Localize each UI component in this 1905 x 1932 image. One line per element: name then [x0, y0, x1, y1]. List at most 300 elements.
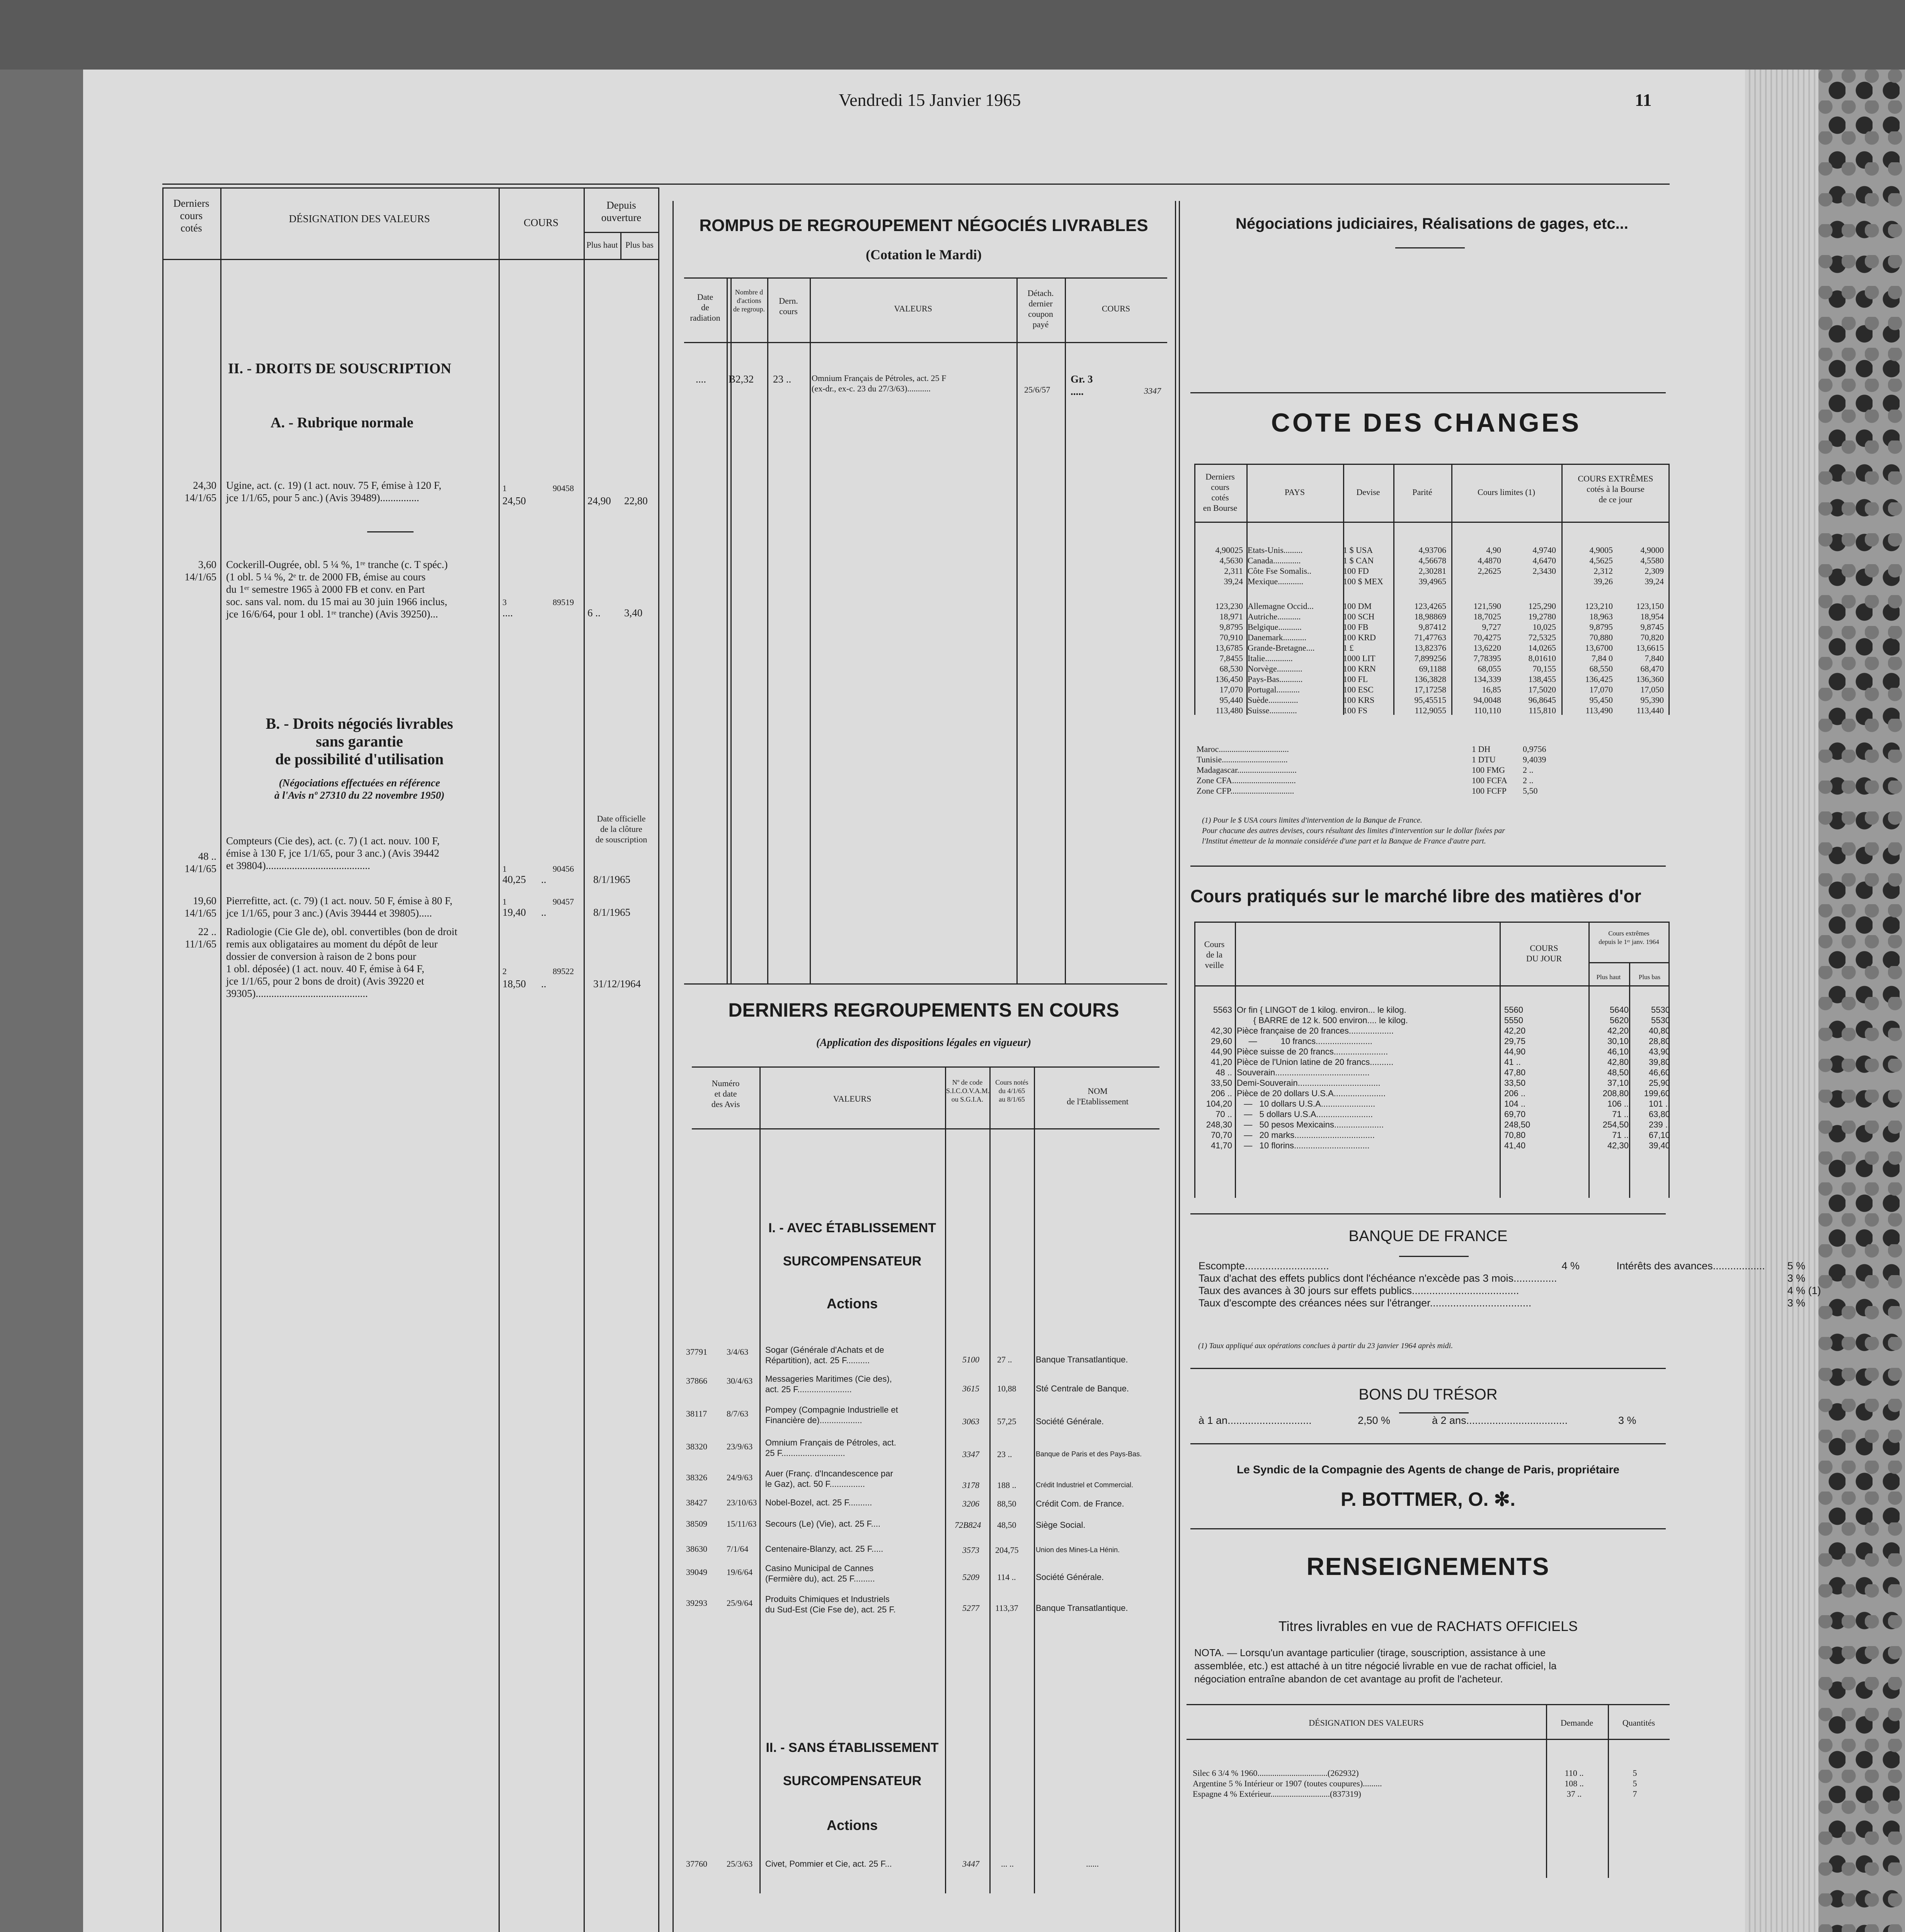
- table-cell: 41,20: [1210, 1057, 1232, 1067]
- table-cell: 13,6615: [1636, 643, 1664, 653]
- rompus-col-valeurs: VALEURS: [894, 304, 932, 313]
- row-cours: 57,25: [997, 1417, 1016, 1426]
- row-cours: 114 ..: [997, 1572, 1016, 1582]
- row-valeur: Casino Municipal de Cannes (Fermière du), act. 25 F.........: [765, 1563, 875, 1583]
- row-avis: 39293: [686, 1598, 707, 1608]
- table-cell: 96,8645: [1528, 695, 1556, 705]
- banque-de-france-note: (1) Taux appliqué aux opérations conclues à partir du 23 janvier 1964 après midi.: [1198, 1342, 1453, 1350]
- table-cell: Argentine 5 % Intérieur or 1907 (toutes coupures).........: [1193, 1779, 1382, 1788]
- table-row: [1195, 1099, 1672, 1109]
- table-cell: 13,6700: [1585, 643, 1613, 653]
- table-cell: 104,20: [1206, 1099, 1232, 1109]
- table-cell: 42,80: [1607, 1057, 1629, 1067]
- row-valeur: Nobel-Bozel, act. 25 F..........: [765, 1498, 872, 1507]
- changes-col-devise: Devise: [1356, 487, 1380, 497]
- row-b1-haut: ..: [541, 874, 546, 885]
- table-cell: 72,5325: [1528, 633, 1556, 642]
- table-cell: 25,90: [1648, 1078, 1670, 1088]
- table-cell: 9,8795: [1589, 622, 1613, 632]
- renseignements-subtitle: Titres livrables en vue de RACHATS OFFICIELS: [1278, 1618, 1578, 1634]
- row-valeur: Messageries Maritimes (Cie des), act. 25 F.......................: [765, 1374, 892, 1394]
- table-cell: 5560: [1504, 1005, 1523, 1015]
- table-row: [1195, 1078, 1672, 1088]
- table-cell: Espagne 4 % Extérieur............................(837319): [1193, 1789, 1361, 1799]
- table-cell: 95,390: [1640, 695, 1664, 705]
- table-cell: Pièce française de 20 frances...................: [1237, 1026, 1394, 1036]
- table-cell: 2 ..: [1523, 765, 1534, 775]
- row-code: 3615: [962, 1384, 979, 1393]
- table-cell: 248,30: [1206, 1120, 1232, 1129]
- table-cell: 39,24: [1224, 577, 1243, 586]
- row-avis: 38320: [686, 1442, 707, 1451]
- table-cell: Mexique............: [1248, 577, 1304, 586]
- table-cell: 100 $ MEX: [1343, 577, 1383, 586]
- table-cell: 33,50: [1504, 1078, 1526, 1088]
- row-etab: Société Générale.: [1036, 1572, 1104, 1582]
- table-row: [1195, 1140, 1672, 1151]
- table-cell: Maroc.................................: [1197, 744, 1289, 754]
- table-cell: 100 KRD: [1343, 633, 1376, 642]
- row-a2-haut: 6 ..: [587, 607, 601, 619]
- table-cell: 17,050: [1640, 685, 1664, 694]
- table-cell: 100 KRN: [1343, 664, 1376, 673]
- table-cell: 4,56678: [1418, 556, 1446, 565]
- table-cell: 100 FMG: [1472, 765, 1505, 775]
- rule: [1194, 922, 1670, 923]
- table-row: [1195, 1067, 1672, 1078]
- rompus-row-date: ....: [696, 373, 706, 385]
- row-code: 5209: [962, 1572, 979, 1582]
- changes-col-pays: PAYS: [1284, 487, 1305, 497]
- table-cell: 17,17258: [1414, 685, 1446, 694]
- row-cours: 113,37: [995, 1603, 1018, 1613]
- table-row: [1194, 601, 1666, 611]
- table-cell: 113,440: [1636, 706, 1664, 715]
- table-cell: 4,93706: [1418, 545, 1446, 555]
- table-cell: 17,5020: [1528, 685, 1556, 694]
- row-valeur: Pompey (Compagnie Industrielle et Financière de)..................: [765, 1405, 898, 1425]
- rule: [727, 277, 728, 985]
- rompus-title: ROMPUS DE REGROUPEMENT NÉGOCIÉS LIVRABLES: [699, 216, 1148, 235]
- table-cell: 4,90: [1486, 545, 1501, 555]
- table-cell: [1559, 1297, 1614, 1309]
- rompus-row-valeur: Omnium Français de Pétroles, act. 25 F (ex-dr., ex-c. 23 du 27/3/63)...........: [812, 373, 947, 393]
- syndic-line: Le Syndic de la Compagnie des Agents de change de Paris, propriétaire: [1236, 1464, 1620, 1476]
- table-cell: 1 $ CAN: [1343, 556, 1374, 565]
- page-number: 11: [1635, 90, 1652, 110]
- table-row: [1195, 1119, 1672, 1130]
- table-cell: 9,8795: [1219, 622, 1243, 632]
- section-b-title: B. - Droits négociés livrables sans garantie de possibilité d'utilisation: [266, 715, 453, 768]
- table-row: [1195, 1036, 1672, 1046]
- renseignements-table: [1190, 1768, 1664, 1799]
- derniers-regroupements-subtitle: (Application des dispositions légales en vigueur): [816, 1037, 1032, 1049]
- row-date: 30/4/63: [727, 1376, 753, 1386]
- row-a2-avis: 89519: [553, 597, 574, 607]
- table-cell: 5: [1633, 1779, 1637, 1788]
- rule: [759, 1066, 761, 1893]
- row-a1-text: Ugine, act. (c. 19) (1 act. nouv. 75 F, émise à 120 F, jce 1/1/65, pour 5 anc.) (Avis 39489)...............: [226, 480, 442, 503]
- row-etab: Crédit Com. de France.: [1036, 1499, 1124, 1509]
- row-b3-text: Radiologie (Cie Gle de), obl. convertibles (bon de droit remis aux obligataires au moment du dépôt de leur dossier de conversion à raison de 2 bons pour 1 obl. déposée) (1 act. nouv. 40 F, émise à 64 F, jce 1/1/65, pour 2 bons de droit) (Avis 39220 et 39305)...........................................: [226, 926, 458, 999]
- table-cell: 5640: [1610, 1005, 1629, 1015]
- row-b1-bas: 8/1/1965: [593, 874, 631, 885]
- bons-du-tresor-title: BONS DU TRÉSOR: [1359, 1386, 1498, 1403]
- rule: [684, 277, 1167, 279]
- table-cell: 1 DTU: [1472, 755, 1496, 764]
- table-cell: 42,30: [1210, 1026, 1232, 1036]
- table-row: [1194, 622, 1666, 632]
- table-cell: 42,20: [1607, 1026, 1629, 1036]
- regroup-col-code: Nº de code S.I.C.O.V.A.M. ou S.G.I.A.: [946, 1078, 990, 1103]
- table-cell: 5: [1633, 1768, 1637, 1778]
- table-cell: 48 ..: [1216, 1068, 1232, 1077]
- table-cell: 9,8745: [1640, 622, 1664, 632]
- table-cell: 4 % (1): [1787, 1285, 1821, 1296]
- row-etab: Sté Centrale de Banque.: [1036, 1384, 1129, 1393]
- section-b-note: (Négociations effectuées en référence à l'Avis nº 27310 du 22 novembre 1950): [274, 777, 445, 801]
- table-row: [1194, 555, 1666, 566]
- table-cell: 100 SCH: [1343, 612, 1375, 621]
- changes-table-3: [1194, 744, 1622, 796]
- table-cell: Norvège............: [1248, 664, 1302, 673]
- table-cell: 5620: [1610, 1015, 1629, 1025]
- row-b2-dern: 19,60 14/1/65: [184, 895, 216, 919]
- table-row: [1194, 663, 1666, 674]
- changes-col-parite: Parité: [1412, 487, 1432, 497]
- table-cell: 14,0265: [1528, 643, 1556, 653]
- rule: [1190, 1443, 1666, 1444]
- row-a1-cours: 24,50: [502, 495, 526, 507]
- col-plus-haut-header: Plus haut: [586, 240, 618, 250]
- table-cell: 70,910: [1219, 633, 1243, 642]
- table-cell: 248,50: [1504, 1120, 1530, 1129]
- table-cell: 254,50: [1602, 1120, 1629, 1129]
- row-a2-code: 3: [502, 597, 507, 607]
- rompus-row-code: 3347: [1144, 386, 1161, 396]
- row-etab: Siège Social.: [1036, 1520, 1086, 1530]
- table-cell: 100 DM: [1343, 601, 1372, 611]
- table-row: [1194, 653, 1666, 663]
- table-cell: 46,10: [1607, 1047, 1629, 1056]
- table-cell: — 5 dollars U.S.A........................: [1237, 1109, 1373, 1119]
- table-cell: 37 ..: [1566, 1789, 1582, 1799]
- rompus-row-detach: 25/6/57: [1024, 385, 1050, 395]
- regroup-col-numero: Numéro et date des Avis: [711, 1078, 740, 1109]
- table-cell: Autriche...........: [1248, 612, 1301, 621]
- section-ii-title: II. - DROITS DE SOUSCRIPTION: [228, 361, 451, 377]
- table-cell: 100 FCFP: [1472, 786, 1507, 796]
- row-date: 3/4/63: [727, 1347, 749, 1357]
- row-etab: Banque de Paris et des Pays-Bas.: [1036, 1450, 1142, 1458]
- or-title: Cours pratiqués sur le marché libre des matières d'or: [1190, 886, 1641, 906]
- regroup-col-valeurs: VALEURS: [833, 1094, 872, 1104]
- table-cell: 7: [1633, 1789, 1637, 1799]
- table-row: [1194, 786, 1622, 796]
- table-cell: 2,312: [1593, 566, 1613, 576]
- row-a1-avis: 90458: [553, 483, 574, 493]
- table-cell: 67,10: [1648, 1130, 1670, 1140]
- table-cell: 7,84 0: [1592, 653, 1613, 663]
- table-row: [1194, 775, 1622, 786]
- table-cell: Taux des avances à 30 jours sur effets publics.....................................: [1198, 1285, 1519, 1296]
- row2-code: 3447: [962, 1859, 979, 1869]
- table-cell: Demi-Souverain...................................: [1237, 1078, 1381, 1088]
- table-cell: 136,360: [1636, 674, 1664, 684]
- table-cell: 106 ..: [1607, 1099, 1629, 1109]
- table-cell: Canada.............: [1248, 556, 1301, 565]
- changes-col-limites: Cours limites (1): [1477, 487, 1536, 497]
- row-a1-haut: 24,90: [587, 495, 611, 507]
- table-cell: 100 ESC: [1343, 685, 1374, 694]
- table-cell: 18,963: [1589, 612, 1613, 621]
- table-row: [1194, 695, 1666, 705]
- column-rule: [1179, 201, 1180, 1932]
- row-a2-text: Cockerill-Ougrée, obl. 5 ¼ %, 1ʳᵉ tranche (c. T spéc.) (1 obl. 5 ¼ %, 2ᵉ tr. de 2000 FB, émise au cours du 1ᵉʳ semestre 1965 à 2000 FB et conv. en Part soc. sans val. nom. du 15 mai au 30 juin 1966 inclus, jce 16/6/64, pour 1 obl. 1ʳᵉ tranche) (Avis 39250)...: [226, 559, 448, 620]
- row-valeur: Secours (Le) (Vie), act. 25 F....: [765, 1519, 880, 1529]
- row-date: 15/11/63: [727, 1519, 757, 1529]
- table-cell: Or fin { LINGOT de 1 kilog. environ... le kilog.: [1237, 1005, 1406, 1015]
- table-cell: 41 ..: [1504, 1057, 1521, 1067]
- separator: [1399, 1256, 1469, 1257]
- syndic-name: P. BOTTMER, O. ✻.: [1340, 1488, 1516, 1510]
- changes-table-2: [1194, 601, 1666, 716]
- row-avis: 39049: [686, 1567, 707, 1577]
- row-avis: 37791: [686, 1347, 707, 1357]
- rule: [1190, 1213, 1666, 1214]
- table-cell: 71 ..: [1612, 1109, 1629, 1119]
- rule: [1668, 464, 1670, 715]
- table-cell: [1559, 1272, 1614, 1284]
- row-code: 3206: [962, 1499, 979, 1509]
- table-cell: 40,80: [1648, 1026, 1670, 1036]
- row-b2-text: Pierrefitte, act. (c. 79) (1 act. nouv. 50 F, émise à 80 F, jce 1/1/65, pour 3 anc.) (Avis 39444 et 39805).....: [226, 895, 453, 919]
- row-b3-code: 2: [502, 966, 507, 976]
- table-cell: 39,26: [1593, 577, 1613, 586]
- rompus-subtitle: (Cotation le Mardi): [866, 247, 982, 262]
- table-cell: 47,80: [1504, 1068, 1526, 1077]
- table-cell: 123,230: [1215, 601, 1243, 611]
- table-cell: 33,50: [1210, 1078, 1232, 1088]
- table-cell: 94,0048: [1473, 695, 1501, 705]
- table-cell: 95,440: [1219, 695, 1243, 705]
- row-avis: 38117: [686, 1409, 707, 1418]
- table-cell: 44,90: [1504, 1047, 1526, 1056]
- table-cell: 3 %: [1787, 1297, 1806, 1309]
- row-b3-avis: 89522: [553, 966, 574, 976]
- changes-table-1: [1194, 545, 1666, 587]
- table-cell: 9,4039: [1523, 755, 1546, 764]
- col-cours-header: COURS: [523, 217, 559, 228]
- table-row: [1190, 1778, 1664, 1789]
- table-cell: 4,9740: [1532, 545, 1556, 555]
- col-designation-header: DÉSIGNATION DES VALEURS: [289, 213, 430, 224]
- rompus-col-cours: COURS: [1101, 304, 1130, 313]
- table-cell: Taux d'achat des effets publics dont l'échéance n'excède pas 3 mois...............: [1198, 1272, 1557, 1284]
- row-cours: 23 ..: [997, 1449, 1012, 1459]
- row-b3-dern: 22 .. 11/1/65: [185, 926, 216, 950]
- or-col-plus-bas: Plus bas: [1638, 973, 1661, 981]
- table-cell: Belgique...........: [1248, 622, 1302, 632]
- changes-note: (1) Pour le $ USA cours limites d'intervention de la Banque de France. Pour chacune des autres devises, cours résultant des limites d'intervention sur le dollar fixées par l'Institut émetteur de la monnaie considérée d'une part et la Banque de France d'autre part.: [1202, 816, 1505, 845]
- table-cell: 5563: [1213, 1005, 1232, 1015]
- row-b1-code: 1: [502, 864, 507, 874]
- row-date: 8/7/63: [727, 1409, 749, 1418]
- row-b3-bas: 31/12/1964: [593, 978, 641, 990]
- table-cell: 206 ..: [1504, 1088, 1526, 1098]
- table-cell: 69,1188: [1419, 664, 1446, 673]
- table-cell: [1614, 1284, 1785, 1297]
- rule: [1034, 1066, 1035, 1893]
- table-row: [1195, 1130, 1672, 1140]
- row-a1-code: 1: [502, 483, 507, 493]
- rompus-col-detach: Détach. dernier coupon payé: [1027, 288, 1054, 329]
- table-cell: 37,10: [1607, 1078, 1629, 1088]
- table-cell: 42,30: [1607, 1141, 1629, 1150]
- table-cell: 110 ..: [1565, 1768, 1584, 1778]
- table-cell: 39,24: [1645, 577, 1664, 586]
- table-cell: 2,309: [1645, 566, 1664, 576]
- table-cell: [1449, 576, 1503, 587]
- table-cell: 136,425: [1585, 674, 1613, 684]
- row2-cours: ... ..: [1001, 1859, 1014, 1869]
- table-row: [1194, 765, 1622, 775]
- row-valeur: Sogar (Générale d'Achats et de Répartition), act. 25 F..........: [765, 1345, 884, 1365]
- table-row: [1194, 643, 1666, 653]
- row-etab: Banque Transatlantique.: [1036, 1355, 1128, 1364]
- table-row: [1194, 744, 1622, 754]
- table-row: [1196, 1414, 1667, 1427]
- table-row: [1194, 576, 1666, 587]
- row-b3-haut: ..: [541, 978, 546, 990]
- table-cell: 70,70: [1210, 1130, 1232, 1140]
- table-cell: 239 ..: [1648, 1120, 1670, 1129]
- or-col-extremes: Cours extrêmes depuis le 1ᵉʳ janv. 1964: [1599, 930, 1659, 946]
- table-cell: 100 FB: [1343, 622, 1369, 632]
- top-rule: [162, 184, 1670, 185]
- table-cell: 39,80: [1648, 1057, 1670, 1067]
- row-avis: 38427: [686, 1498, 707, 1507]
- row-avis: 38509: [686, 1519, 707, 1529]
- table-cell: 7,899256: [1414, 653, 1446, 663]
- table-cell: 5530: [1651, 1015, 1670, 1025]
- table-cell: 199,60: [1644, 1088, 1670, 1098]
- rule: [684, 983, 1167, 985]
- table-cell: 17,070: [1589, 685, 1613, 694]
- table-cell: 113,490: [1585, 706, 1613, 715]
- left-column-frame: [162, 187, 659, 1932]
- rule: [945, 1066, 946, 1893]
- table-cell: 125,290: [1528, 601, 1556, 611]
- table-cell: 39,40: [1648, 1141, 1670, 1150]
- table-row: [1194, 566, 1666, 576]
- row-b1-cours: 40,25: [502, 874, 526, 885]
- row-date: 23/9/63: [727, 1442, 753, 1451]
- rens-col-demande: Demande: [1560, 1718, 1593, 1728]
- row-avis: 38630: [686, 1544, 707, 1554]
- table-cell: — 10 florins................................: [1237, 1141, 1370, 1150]
- table-cell: 4,90025: [1215, 545, 1243, 555]
- rens-col-designation: DÉSIGNATION DES VALEURS: [1309, 1718, 1424, 1728]
- table-cell: 123,4265: [1414, 601, 1446, 611]
- table-cell: 100 FCFA: [1472, 776, 1507, 785]
- table-cell: 95,45515: [1414, 695, 1446, 705]
- table-row: [1194, 545, 1666, 555]
- table-cell: 5530: [1651, 1005, 1670, 1015]
- separator: [1395, 247, 1465, 248]
- table-cell: — 20 marks..................................: [1237, 1130, 1375, 1140]
- table-cell: Tunisie...............................: [1197, 755, 1288, 764]
- row-cours: 88,50: [997, 1499, 1016, 1509]
- table-cell: 70,155: [1532, 664, 1556, 673]
- row2-etab: ......: [1086, 1859, 1099, 1869]
- table-cell: 41,70: [1210, 1141, 1232, 1150]
- table-row: [1194, 674, 1666, 684]
- table-cell: 70 ..: [1216, 1109, 1232, 1119]
- marbled-cover: [1818, 70, 1905, 1932]
- table-cell: 68,055: [1478, 664, 1501, 673]
- renseignements-nota: NOTA. — Lorsqu'un avantage particulier (tirage, souscription, assistance à une assemblée, etc.) est attaché à un titre négocié livrable en vue de rachat officiel, la négociation entraîne abandon de cet avantage au profit de l'acheteur.: [1194, 1647, 1557, 1685]
- table-cell: 28,80: [1648, 1036, 1670, 1046]
- table-cell: 5 %: [1787, 1260, 1806, 1272]
- table-cell: 7,8455: [1219, 653, 1243, 663]
- table-cell: { BARRE de 12 k. 500 environ.... le kilog.: [1237, 1015, 1408, 1025]
- table-cell: 13,6785: [1215, 643, 1243, 653]
- table-cell: 138,455: [1528, 674, 1556, 684]
- table-row: [1195, 1005, 1672, 1015]
- table-cell: 108 ..: [1565, 1779, 1584, 1788]
- row-code: 72B824: [955, 1520, 981, 1530]
- or-col-jour: COURS DU JOUR: [1526, 943, 1562, 963]
- table-row: [1190, 1789, 1664, 1799]
- row-etab: Crédit Industriel et Commercial.: [1036, 1481, 1134, 1489]
- table-cell: 2,3430: [1532, 566, 1556, 576]
- table-cell: 2,2625: [1478, 566, 1501, 576]
- table-cell: 9,87412: [1418, 622, 1446, 632]
- regroup-col-nom: NOM de l'Etablissement: [1067, 1086, 1129, 1106]
- rule: [1194, 522, 1670, 523]
- separator: [367, 531, 414, 532]
- row-etab: Banque Transatlantique.: [1036, 1603, 1128, 1613]
- row-b2-avis: 90457: [553, 897, 574, 906]
- row-cours: 188 ..: [997, 1480, 1016, 1490]
- table-cell: 7,78395: [1473, 653, 1501, 663]
- table-cell: 4,9005: [1589, 545, 1613, 555]
- table-cell: 70,820: [1640, 633, 1664, 642]
- table-cell: 206 ..: [1210, 1088, 1232, 1098]
- table-row: [1196, 1284, 1848, 1297]
- table-cell: Suisse.............: [1248, 706, 1297, 715]
- row-cours: 10,88: [997, 1384, 1016, 1393]
- row-cours: 204,75: [995, 1545, 1019, 1555]
- cote-des-changes-title: COTE DES CHANGES: [1271, 408, 1582, 437]
- table-cell: 69,70: [1504, 1109, 1526, 1119]
- table-row: [1196, 1260, 1848, 1272]
- regroup-actions-2: Actions: [826, 1817, 878, 1833]
- table-cell: — 10 francs........................: [1237, 1036, 1372, 1046]
- table-cell: 8,01610: [1528, 653, 1556, 663]
- table-cell: 113,480: [1216, 706, 1243, 715]
- table-cell: 18,954: [1640, 612, 1664, 621]
- table-cell: 1 DH: [1472, 744, 1491, 754]
- date-cloture-note: Date officielle de la clôture de souscription: [595, 814, 647, 844]
- table-cell: 29,75: [1504, 1036, 1526, 1046]
- table-cell: Italie.............: [1248, 653, 1293, 663]
- negociations-title: Négociations judiciaires, Réalisations de gages, etc...: [1236, 215, 1628, 232]
- table-cell: 2,30281: [1418, 566, 1446, 576]
- row-b1-text: Compteurs (Cie des), act. (c. 7) (1 act. nouv. 100 F, émise à 130 F, jce 1/1/65, pour 3 anc.) (Avis 39442 et 39804)........................................: [226, 835, 440, 871]
- row-date: 24/9/63: [727, 1473, 753, 1482]
